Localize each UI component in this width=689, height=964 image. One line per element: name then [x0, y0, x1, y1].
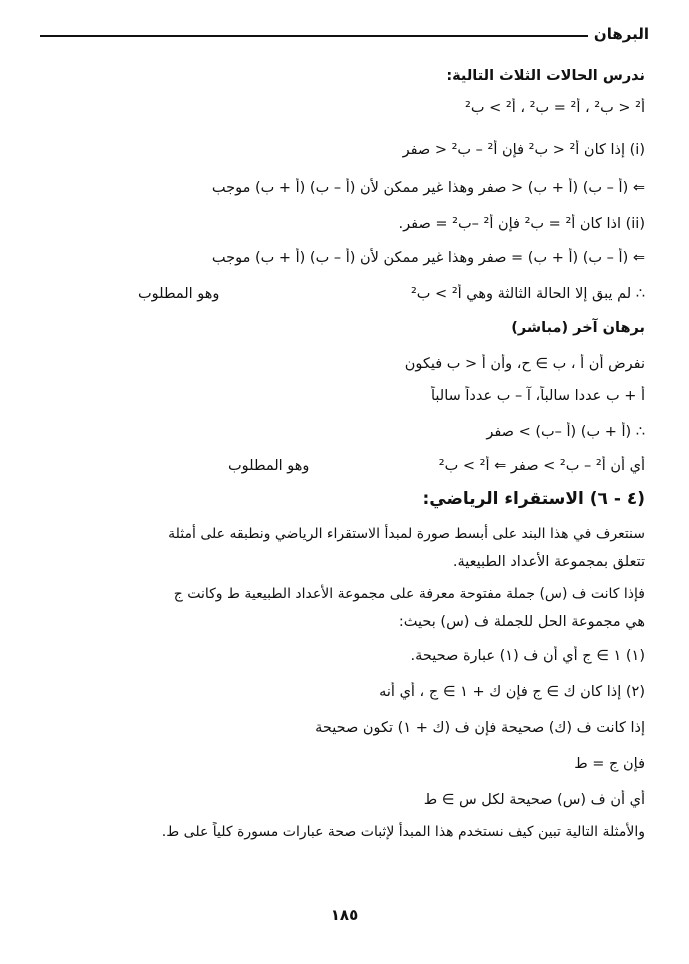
- section-paragraph-1b: تتعلق بمجموعة الأعداد الطبيعية.: [452, 554, 645, 570]
- case-one-conclusion: ⇐ (أ – ب) (أ + ب) < صفر وهذا غير ممكن لأن (أ – ب) (أ + ب) موجب: [211, 180, 645, 196]
- cases-intro: ندرس الحالات الثلاث التالية:: [446, 68, 645, 84]
- section-heading: (٤ - ٦) الاستقراء الرياضي:: [422, 489, 645, 509]
- qed-label: وهو المطلوب: [138, 286, 220, 302]
- condition-one: (١) ١ ∋ ج أي أن ف (١) عبارة صحيحة.: [410, 648, 645, 664]
- direct-proof-product: ∴ (أ + ب) (أ –ب) > صفر: [486, 424, 645, 440]
- conclusion-statement: أي أن ف (س) صحيحة لكل س ∋ ط: [423, 792, 645, 808]
- condition-two: (٢) إذا كان ك ∋ ج فإن ك + ١ ∋ ج ، أي أنه: [379, 684, 645, 700]
- page-body: [38, 62, 645, 842]
- page-number: ١٨٥: [330, 906, 359, 924]
- direct-proof-heading: برهان آخر (مباشر): [511, 320, 645, 336]
- section-paragraph-2: فإذا كانت ف (س) جملة مفتوحة معرفة على مجموعة الأعداد الطبيعية ط وكانت ج: [173, 586, 645, 602]
- case-two-conclusion: ⇐ (أ – ب) (أ + ب) = صفر وهذا غير ممكن لأن (أ – ب) (أ + ب) موجب: [211, 250, 645, 266]
- case-one: (i) إذا كان أ² < ب² فإن أ² – ب² < صفر: [402, 142, 645, 158]
- examples-intro: والأمثلة التالية تبين كيف نستخدم هذا المبدأ لإثبات صحة عبارات مسورة كلياً على ط.: [161, 824, 645, 840]
- qed-label-2: وهو المطلوب: [228, 458, 310, 474]
- header-rule: [40, 35, 588, 37]
- condition-two-detail: إذا كانت ف (ك) صحيحة فإن ف (ك + ١) تكون صحيحة: [315, 720, 645, 736]
- conclusion-set: فإن ج = ط: [574, 756, 645, 772]
- section-paragraph-1: سنتعرف في هذا البند على أبسط صورة لمبدأ الاستقراء الرياضي ونطبقه على أمثلة: [168, 526, 645, 542]
- header-title: البرهان: [593, 25, 649, 43]
- case-three-line: [38, 284, 645, 304]
- direct-proof-result-line: [38, 456, 645, 476]
- direct-proof-step: أ + ب عددا سالباً، آ – ب عدداً سالباً: [431, 388, 645, 404]
- running-header: [40, 22, 649, 46]
- direct-proof-assume: نفرض أن أ ، ب ∋ ح، وأن أ < ب فيكون: [404, 356, 645, 372]
- direct-proof-result: أي أن أ² – ب² > صفر ⇐ أ² > ب²: [438, 458, 645, 474]
- section-paragraph-2b: هي مجموعة الحل للجملة ف (س) بحيث:: [398, 614, 645, 630]
- cases-list: أ² < ب² ، أ² = ب² ، أ² > ب²: [465, 100, 645, 116]
- case-two: (ii) اذا كان أ² = ب² فإن أ² –ب² = صفر.: [398, 216, 645, 232]
- case-three-text: ∴ لم يبق إلا الحالة الثالثة وهي أ² > ب²: [410, 286, 645, 302]
